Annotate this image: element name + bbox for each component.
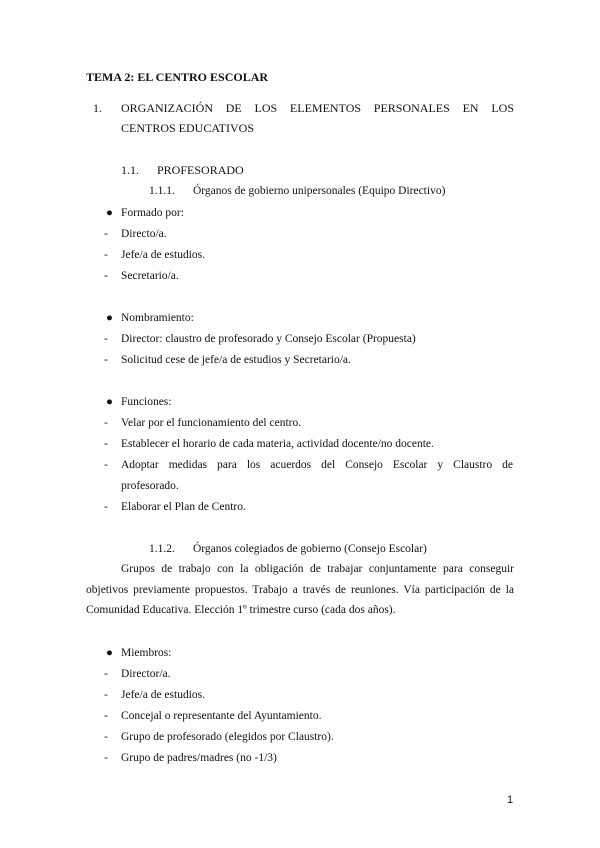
list-item: Grupo de padres/madres (no -1/3): [121, 752, 277, 764]
list-item: Grupo de profesorado (elegidos por Claustro).: [121, 731, 334, 743]
dash-icon: -: [104, 228, 108, 240]
bullet-icon: ●: [106, 207, 113, 219]
section-1-1-title: PROFESORADO: [157, 163, 244, 177]
paragraph: [86, 559, 514, 621]
list-item: [121, 459, 513, 471]
paragraph-line-2: objetivos previamente propuestos. Trabajo a través de reuniones. Vía participación de la: [86, 583, 514, 596]
section-1-title-line1: ORGANIZACIÓN DE LOS ELEMENTOS PERSONALES EN LOS: [121, 101, 514, 115]
bullet-formado: Formado por:: [121, 207, 184, 219]
list-item: Velar por el funcionamiento del centro.: [121, 417, 302, 429]
dash-icon: -: [104, 668, 108, 680]
section-1-1-1-title: Órganos de gobierno unipersonales (Equipo Directivo): [193, 185, 446, 197]
page-number: 1: [507, 794, 514, 806]
dash-icon: -: [104, 501, 108, 513]
bullet-icon: ●: [106, 312, 113, 324]
paragraph-line-3: Comunidad Educativa. Elección 1º trimestre curso (cada dos años).: [86, 604, 396, 616]
list-item: Solicitud cese de jefe/a de estudios y Secretario/a.: [121, 354, 351, 366]
list-item: Establecer el horario de cada materia, actividad docente/no docente.: [121, 438, 434, 450]
dash-icon: -: [104, 752, 108, 764]
bullet-icon: ●: [106, 647, 113, 659]
dash-icon: -: [104, 270, 108, 282]
bullet-nombramiento: Nombramiento:: [121, 312, 194, 324]
paragraph-line-1: Grupos de trabajo con la obligación de trabajar conjuntamente para conseguir: [121, 563, 514, 575]
bullet-miembros: Miembros:: [121, 647, 172, 659]
list-item: Directo/a.: [121, 228, 167, 240]
dash-icon: -: [104, 459, 108, 471]
section-1-1-2-title: Órganos colegiados de gobierno (Consejo Escolar): [193, 543, 427, 555]
dash-icon: -: [104, 438, 108, 450]
list-item: Elaborar el Plan de Centro.: [121, 501, 246, 513]
dash-icon: -: [104, 354, 108, 366]
dash-icon: -: [104, 333, 108, 345]
bullet-icon: ●: [106, 396, 113, 408]
dash-icon: -: [104, 731, 108, 743]
dash-icon: -: [104, 249, 108, 261]
section-1-title-line2: CENTROS EDUCATIVOS: [121, 121, 255, 135]
dash-icon: -: [104, 417, 108, 429]
list-item: Jefe/a de estudios.: [121, 689, 205, 701]
list-item-continuation: profesorado.: [121, 480, 179, 492]
list-item: Director: claustro de profesorado y Consejo Escolar (Propuesta): [121, 333, 416, 345]
list-item: Director/a.: [121, 668, 171, 680]
list-item: Concejal o representante del Ayuntamiento.: [121, 710, 322, 722]
section-1-1-2-number: 1.1.2.: [149, 543, 175, 555]
bullet-funciones: Funciones:: [121, 396, 172, 408]
dash-icon: -: [104, 710, 108, 722]
dash-icon: -: [104, 689, 108, 701]
list-item-text: Adoptar medidas para los acuerdos del Consejo Escolar y Claustro de: [121, 459, 513, 471]
section-1-number: 1.: [93, 101, 102, 115]
section-1-1-1-number: 1.1.1.: [149, 185, 175, 197]
list-item: Secretario/a.: [121, 270, 179, 282]
list-item: Jefe/a de estudios.: [121, 249, 205, 261]
section-1-1-number: 1.1.: [121, 163, 139, 177]
document-title: TEMA 2: EL CENTRO ESCOLAR: [86, 70, 269, 84]
